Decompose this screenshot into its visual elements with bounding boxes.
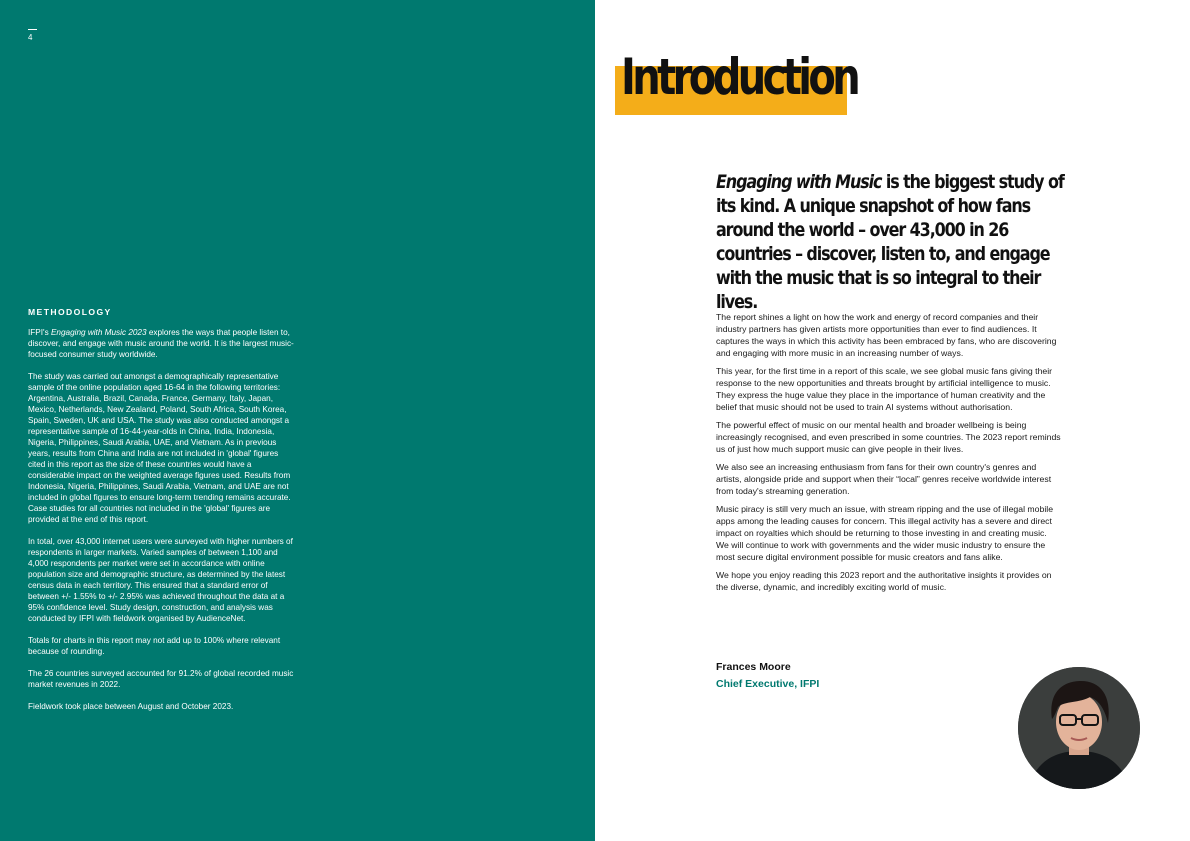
page-number: 4 (28, 33, 33, 42)
portrait-photo (1018, 667, 1140, 789)
page-rule (28, 29, 37, 30)
body-paragraph: The report shines a light on how the work and energy of record companies and their industry partners has given artists more opportunities than ever to find audiences. It captures the ways in which this activity has been embraced by fans, who are discovering and engaging with more music in an increasing number of ways. (716, 312, 1057, 358)
body-paragraph: This year, for the first time in a report of this scale, we see global music fans giving their response to the new opportunities and threats brought by artificial intelligence to music. They express the huge value they place in the importance of human creativity and the belief that music should not be used to train AI systems without authorisation. (716, 366, 1053, 412)
body-paragraph: The powerful effect of music on our mental health and broader wellbeing is being increasingly recognised, and even prescribed in some countries. The 2023 report reminds us of just how much support music can give people in their lives. (716, 420, 1061, 454)
lead-paragraph (716, 170, 1065, 314)
methodology-intro-italic: Engaging with Music 2023 (50, 328, 147, 337)
body-paragraph: We hope you enjoy reading this 2023 report and the authoritative insights it provides on the diverse, dynamic, and incredibly exciting world of music. (716, 570, 1052, 592)
methodology-intro-suffix: explores the ways that people listen to, discover, and engage with music around the world. It is the largest music-focused consumer study worldwide. (28, 328, 294, 359)
portrait-illustration (1018, 667, 1140, 789)
methodology-paragraph: Fieldwork took place between August and October 2023. (28, 702, 234, 711)
introduction-panel (595, 0, 1190, 841)
body-paragraph: Music piracy is still very much an issue, with stream ripping and the use of illegal mobile apps among the leading causes for concern. This illegal activity has a severe and direct impact on royalties which should be returning to those investing in and creating music. We will continue to work with governments and the wider music industry to ensure the most secure digital environment possible for music creators and fans alike. (716, 504, 1054, 562)
methodology-intro-prefix: IFPI's (28, 328, 51, 337)
signature-name: Frances Moore (716, 661, 791, 673)
methodology-section (28, 307, 296, 723)
methodology-paragraph: In total, over 43,000 internet users were surveyed with higher numbers of respondents in larger markets. Varied samples of between 1,100 and 4,000 respondents per market were set in accordance with online population size and demographic structure, as determined by the latest census data in each territory. This ensured that a standard error of between +/- 1.55% to +/- 2.95% was achieved throughout the data at a 95% confidence level. Study design, construction, and analysis was conducted by IFPI with fieldwork organised by AudienceNet. (28, 537, 293, 623)
lead-rest: is the biggest study of its kind. A unique snapshot of how fans around the world – over 43,000 in 26 countries – discover, listen to, and engage with the music that is so integral to their lives. (716, 171, 1064, 313)
methodology-intro (28, 327, 296, 360)
page-title: Introduction (621, 48, 858, 106)
methodology-paragraph: The study was carried out amongst a demographically representative sample of the online population aged 16-64 in the following territories: Argentina, Australia, Brazil, Canada, France, Germany, Italy, Japan, Mexico, Netherlands, New Zealand, Poland, South Africa, South Korea, Spain, Sweden, UK and USA. The study was also conducted amongst a representative sample of 16-44-year-olds in China, India, Indonesia, Nigeria, Philippines, Saudi Arabia, UAE, and Vietnam. As in previous years, results from China and India are not included in 'global' figures cited in this report as the size of these countries would have a considerable impact on the weighted average figures used. Results from Indonesia, Nigeria, Philippines, Saudi Arabia, Vietnam, and UAE are not included in global figures to ensure long-term trending remains accurate. Case studies for all countries not included in the 'global' figures are provided at the end of this report. (28, 372, 291, 524)
methodology-heading: METHODOLOGY (28, 307, 112, 317)
lead-italic: Engaging with Music (716, 171, 882, 193)
signature-role: Chief Executive, IFPI (716, 678, 820, 690)
body-paragraph: We also see an increasing enthusiasm from fans for their own country's genres and artists, alongside pride and support when their “local” genres receive worldwide interest from today's streaming generation. (716, 462, 1052, 496)
body-text (716, 311, 1061, 599)
methodology-paragraph: The 26 countries surveyed accounted for 91.2% of global recorded music market revenues in 2022. (28, 669, 294, 689)
methodology-paragraph: Totals for charts in this report may not add up to 100% where relevant because of rounding. (28, 636, 281, 656)
